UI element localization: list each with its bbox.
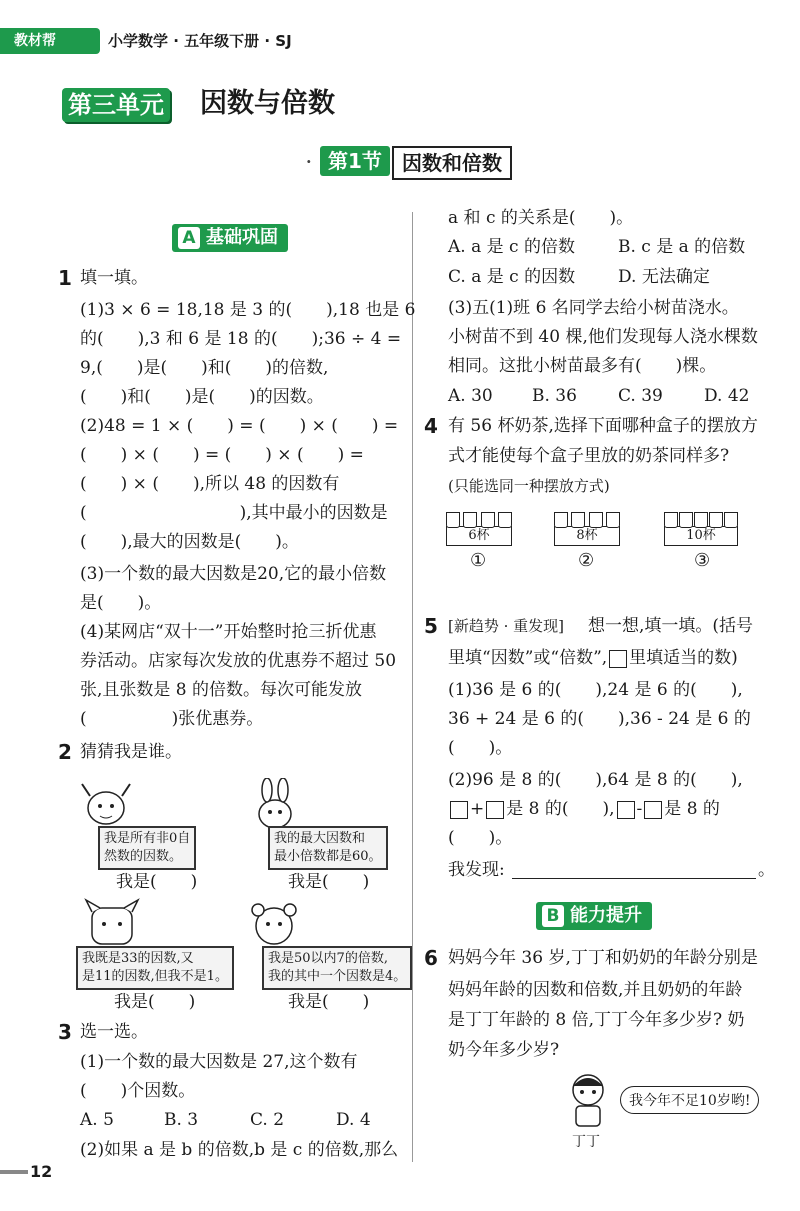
book-title: 小学数学 · 五年级下册 · SJ xyxy=(108,32,292,50)
sign-3-line2: 是11的因数,但我不是1。 xyxy=(82,969,228,984)
q2-number: 2 xyxy=(58,740,72,764)
sign-4 xyxy=(262,946,412,990)
q5-head-a: 里填“因数”或“倍数”, xyxy=(448,648,608,668)
q3-option: A. 5 xyxy=(80,1110,114,1130)
q5-head xyxy=(448,646,738,670)
q5-line: ( )。 xyxy=(448,828,513,848)
sign-4-line2: 我的其中一个因数是4。 xyxy=(268,969,407,984)
box-mark-3: ③ xyxy=(694,550,711,571)
q3-option: D. 无法确定 xyxy=(618,267,710,287)
unit-label: 第三单元 xyxy=(62,88,170,122)
blank-box-icon[interactable] xyxy=(486,801,504,819)
q4-line: (只能选同一种摆放方式) xyxy=(448,477,610,495)
q2-answer-1: 我是( ) xyxy=(116,872,198,892)
q3-option: C. a 是 c 的因数 xyxy=(448,267,576,287)
part-b-letter: B xyxy=(542,905,564,927)
q3-option: D. 42 xyxy=(704,386,750,406)
box-label-2: 8杯 xyxy=(554,526,620,546)
q6-line: 奶今年多少岁? xyxy=(448,1040,560,1060)
q5-head-b: 里填适当的数) xyxy=(629,648,738,668)
q1-line: 张,且张数是 8 的倍数。每次可能发放 xyxy=(80,680,363,700)
q3-line: ( )个因数。 xyxy=(80,1081,196,1101)
section-title: 因数和倍数 xyxy=(392,146,512,180)
box-option-1[interactable] xyxy=(446,506,512,546)
q1-line: (3)一个数的最大因数是20,它的最小倍数 xyxy=(80,564,387,584)
q3-line: (1)一个数的最大因数是 27,这个数有 xyxy=(80,1052,358,1072)
minus-sign: - xyxy=(636,799,643,819)
q3-option: A. a 是 c 的倍数 xyxy=(448,237,575,257)
q5-found-label: 我发现: xyxy=(448,860,505,880)
box-mark-1: ① xyxy=(470,550,487,571)
box-option-3[interactable] xyxy=(664,506,738,546)
column-divider xyxy=(412,212,413,1162)
box-label-3: 10杯 xyxy=(664,526,738,546)
unit-title: 因数与倍数 xyxy=(200,88,335,119)
q4-number: 4 xyxy=(424,414,438,438)
q1-line: ( ) × ( ) = ( ) × ( ) = xyxy=(80,445,364,465)
sign-3 xyxy=(76,946,234,990)
q3-option: D. 4 xyxy=(336,1110,371,1130)
q5-box-line xyxy=(448,797,720,821)
q3-line: 小树苗不到 40 棵,他们发现每人浇水棵数 xyxy=(448,327,758,347)
q1-line: 是( )。 xyxy=(80,593,162,613)
sign-4-line1: 我是50以内7的倍数, xyxy=(268,951,388,966)
q3-option: A. 30 xyxy=(448,386,493,406)
q4-line: 式才能使每个盒子里放的奶茶同样多? xyxy=(448,446,730,466)
bear-illustration xyxy=(246,898,302,950)
part-a-title: 基础巩固 xyxy=(206,227,278,248)
box-label-1: 6杯 xyxy=(446,526,512,546)
q6-line: 妈妈年龄的因数和倍数,并且奶奶的年龄 xyxy=(448,980,743,1000)
q3-line: (2)如果 a 是 b 的倍数,b 是 c 的倍数,那么 xyxy=(80,1140,399,1160)
header-badge: 教材帮 xyxy=(14,33,56,49)
q5-text: 是 8 的( ), xyxy=(506,799,615,819)
q5-line: ( )。 xyxy=(448,738,513,758)
section-label: 第1节 xyxy=(320,146,390,176)
blank-box-icon[interactable] xyxy=(617,801,635,819)
q5-head: 想一想,填一填。(括号 xyxy=(588,616,754,636)
q1-line: ( ),其中最小的因数是 xyxy=(80,503,388,523)
q5-text: 是 8 的 xyxy=(664,799,720,819)
q1-line: 的( ),3 和 6 是 18 的( );36 ÷ 4 = xyxy=(80,329,402,349)
part-b-tag xyxy=(536,902,652,930)
character-name: 丁丁 xyxy=(572,1134,600,1150)
q2-answer-2: 我是( ) xyxy=(288,872,370,892)
q3-line: a 和 c 的关系是( )。 xyxy=(448,208,634,228)
q5-number: 5 xyxy=(424,614,438,638)
q2-answer-3: 我是( ) xyxy=(114,992,196,1012)
q5-tag: [新趋势 · 重发现] xyxy=(448,617,565,635)
q1-title: 填一填。 xyxy=(80,268,148,288)
sign-1 xyxy=(98,826,196,870)
dingding-illustration xyxy=(562,1070,614,1132)
q1-line: 券活动。店家每次发放的优惠券不超过 50 xyxy=(80,651,397,671)
box-mark-2: ② xyxy=(578,550,595,571)
sign-3-line1: 我既是33的因数,又 xyxy=(82,951,194,966)
dog-illustration xyxy=(84,898,140,950)
q4-line: 有 56 杯奶茶,选择下面哪种盒子的摆放方 xyxy=(448,416,758,436)
box-option-2[interactable] xyxy=(554,506,620,546)
q1-number: 1 xyxy=(58,266,72,290)
sign-1-line1: 我是所有非0自 xyxy=(104,831,191,846)
q1-line: (1)3 × 6 = 18,18 是 3 的( ),18 也是 6 xyxy=(80,300,416,320)
q1-line: 9,( )是( )和( )的倍数, xyxy=(80,358,329,378)
q3-number: 3 xyxy=(58,1020,72,1044)
q1-line: ( )和( )是( )的因数。 xyxy=(80,387,324,407)
q3-line: (3)五(1)班 6 名同学去给小树苗浇水。 xyxy=(448,298,739,318)
q3-option: B. c 是 a 的倍数 xyxy=(618,237,746,257)
q3-title: 选一选。 xyxy=(80,1022,148,1042)
q1-line: ( )张优惠券。 xyxy=(80,709,264,729)
sign-2-line2: 最小倍数都是60。 xyxy=(274,849,382,864)
blank-box-icon[interactable] xyxy=(644,801,662,819)
q2-answer-4: 我是( ) xyxy=(288,992,370,1012)
blank-box-icon xyxy=(609,650,627,668)
q1-line: ( ) × ( ),所以 48 的因数有 xyxy=(80,474,340,494)
q6-line: 妈妈今年 36 岁,丁丁和奶奶的年龄分别是 xyxy=(448,948,758,968)
q5-found-end: 。 xyxy=(758,860,775,880)
q3-option: C. 2 xyxy=(250,1110,285,1130)
answer-line[interactable] xyxy=(512,878,756,879)
part-a-tag xyxy=(172,224,288,252)
plus-sign: + xyxy=(470,799,485,819)
page-number: 12 xyxy=(30,1162,53,1181)
part-b-title: 能力提升 xyxy=(570,905,642,926)
q1-line: ( ),最大的因数是( )。 xyxy=(80,532,299,552)
sign-2-line1: 我的最大因数和 xyxy=(274,831,366,846)
section-dots: · xyxy=(306,152,312,171)
q3-option: C. 39 xyxy=(618,386,663,406)
q6-line: 是丁丁年龄的 8 倍,丁丁今年多少岁? 奶 xyxy=(448,1010,745,1030)
q6-number: 6 xyxy=(424,946,438,970)
q3-option: B. 3 xyxy=(164,1110,199,1130)
q3-option: B. 36 xyxy=(532,386,577,406)
q1-line: (2)48 = 1 × ( ) = ( ) × ( ) = xyxy=(80,416,399,436)
q5-line: 36 + 24 是 6 的( ),36 - 24 是 6 的 xyxy=(448,709,751,729)
part-a-letter: A xyxy=(178,227,200,249)
q2-title: 猜猜我是谁。 xyxy=(80,742,182,762)
speech-bubble: 我今年不足10岁哟! xyxy=(620,1086,759,1114)
q5-line: (2)96 是 8 的( ),64 是 8 的( ), xyxy=(448,770,743,790)
q5-line: (1)36 是 6 的( ),24 是 6 的( ), xyxy=(448,680,743,700)
blank-box-icon[interactable] xyxy=(450,801,468,819)
sign-2 xyxy=(268,826,388,870)
q1-line: (4)某网店“双十一”开始整时抢三折优惠 xyxy=(80,622,377,642)
sign-1-line2: 然数的因数。 xyxy=(104,849,183,864)
q3-line: 相同。这批小树苗最多有( )棵。 xyxy=(448,356,717,376)
page-mark xyxy=(0,1170,28,1174)
